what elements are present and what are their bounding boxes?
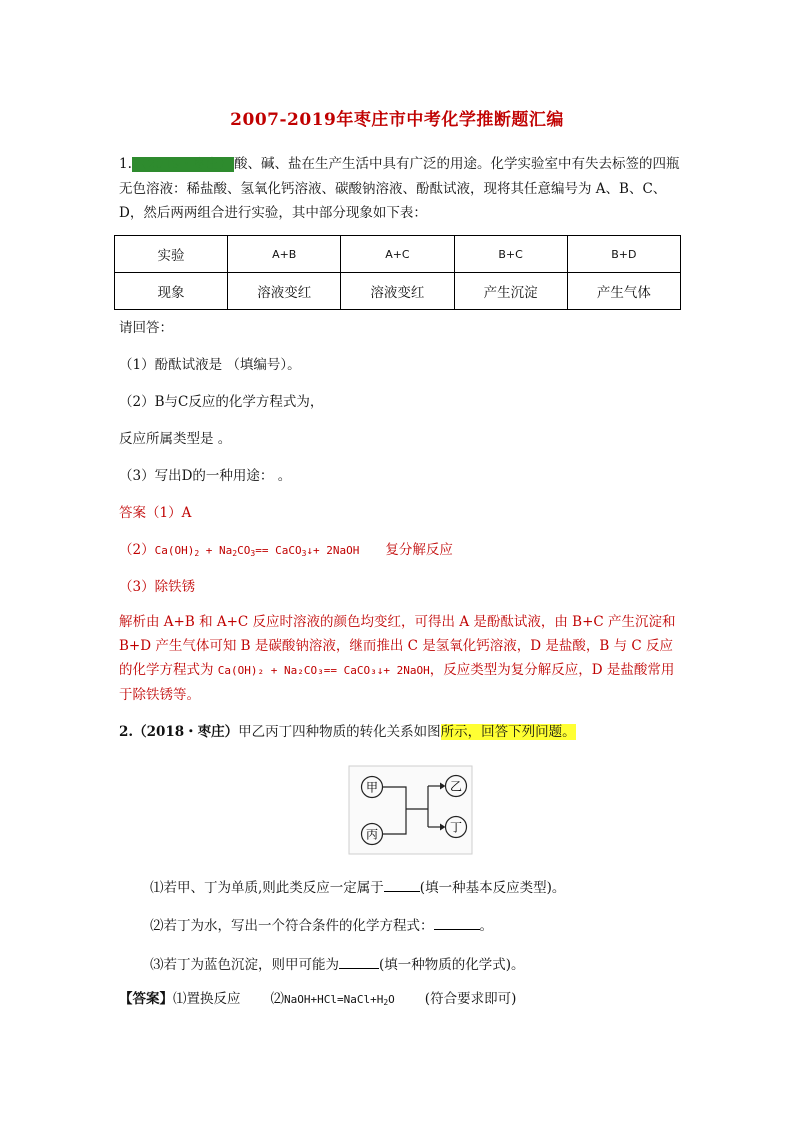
answer-prompt: 请回答：: [119, 320, 173, 336]
analysis-text-end: ，反应类型为复分解反应，D 是盐酸常用于除铁锈等。: [119, 662, 675, 703]
equation-part: O: [388, 993, 395, 1006]
answer-2-reaction-type: 复分解反应: [385, 542, 453, 558]
sub-question-2-type: 反应所属类型是 。: [119, 431, 232, 447]
answer-2-equation: [155, 544, 360, 557]
q2-sub-question-2: [150, 914, 493, 934]
equation-part: == CaCO: [255, 544, 302, 557]
equation-part: NaOH+HCl=NaCl+H: [284, 993, 384, 1006]
question-1-stem: [119, 152, 685, 225]
node-jia-label: 甲: [365, 780, 379, 795]
q2-sub2-text-end: 。: [479, 918, 493, 934]
node-yi-label: 乙: [449, 779, 463, 794]
equation-part: + Na: [199, 544, 233, 557]
table-cell: 产生气体: [567, 273, 680, 310]
table-cell: 现象: [115, 273, 228, 310]
sub-question-1: （1）酚酞试液是 （填编号）。: [119, 357, 301, 373]
q2-sub1-text-end: (填一种基本反应类型)。: [419, 880, 566, 896]
table-cell: 产生沉淀: [454, 273, 567, 310]
question-2-number: 2.: [119, 724, 134, 740]
table-cell: 溶液变红: [228, 273, 341, 310]
equation-part: Ca(OH): [154, 544, 195, 557]
question-1-source-tag: （2019・枣庄）: [133, 157, 232, 172]
analysis-paragraph: [119, 610, 679, 707]
answer-note: (符合要求即可): [424, 991, 517, 1007]
table-cell: 溶液变红: [341, 273, 454, 310]
node-ding-label: 丁: [449, 820, 463, 835]
answer-part-2-prefix: ⑵: [270, 991, 284, 1007]
equation-subscript: 3: [250, 549, 256, 558]
q2-sub3-text: ⑶若丁为蓝色沉淀，则甲可能为: [150, 957, 339, 973]
table-cell: 实验: [115, 236, 228, 273]
table-cell: A+C: [341, 236, 454, 273]
node-bing-label: 丙: [365, 827, 379, 842]
conversion-diagram: [348, 765, 473, 855]
answer-blank: [434, 917, 480, 930]
question-2-text: 甲乙丙丁四种物质的转化关系如图: [238, 724, 441, 740]
answer-1: 答案（1）A: [119, 505, 192, 521]
table-cell: A+B: [228, 236, 341, 273]
q2-sub1-text: ⑴若甲、丁为单质,则此类反应一定属于: [150, 880, 384, 896]
q2-sub2-text: ⑵若丁为水，写出一个符合条件的化学方程式：: [150, 918, 434, 934]
question-2-stem: [119, 720, 576, 740]
answer-blank: [339, 956, 379, 969]
sub-question-2: （2）B与C反应的化学方程式为，: [119, 394, 324, 410]
answer-2: [119, 538, 453, 558]
equation-subscript: 2: [232, 549, 238, 558]
question-1-text: 酸、碱、盐在生产生活中具有广泛的用途。化学实验室中有失去标签的四瓶无色溶液：稀盐酸、氢氧化钙溶液、碳酸钠溶液、酚酞试液，现将其任意编号为 A、B、C、D，然后两两组合进行实验，其中部分现象如下表：: [119, 156, 680, 221]
page-title: 2007-2019年枣庄市中考化学推断题汇编: [230, 110, 564, 130]
equation-subscript: 3: [301, 549, 307, 558]
q2-sub-question-1: [150, 876, 565, 896]
equation-subscript: 2: [383, 998, 389, 1007]
answer-part-1: ⑴置换反应: [173, 991, 241, 1007]
table-cell: B+D: [567, 236, 680, 273]
table-cell: B+C: [454, 236, 567, 273]
answer-part-2-equation: [284, 993, 395, 1006]
answer-blank: [384, 879, 420, 892]
answer-label: 【答案】: [119, 991, 173, 1007]
question-2-answer: [119, 987, 516, 1007]
table-row: [115, 236, 681, 273]
analysis-equation: Ca(OH)₂ + Na₂CO₃== CaCO₃↓+ 2NaOH: [217, 664, 430, 677]
q2-sub3-text-end: (填一种物质的化学式)。: [379, 957, 525, 973]
experiment-table: [114, 235, 681, 310]
equation-part: CO: [237, 544, 251, 557]
question-1-number: 1.: [119, 156, 132, 172]
question-2-source-tag: （2018・枣庄）: [133, 724, 239, 740]
answer-3: （3）除铁锈: [119, 579, 196, 595]
equation-part: ↓+ 2NaOH: [306, 544, 360, 557]
q2-sub-question-3: [150, 953, 525, 973]
table-row: [115, 273, 681, 310]
equation-subscript: 2: [194, 549, 200, 558]
question-2-highlighted-text: 所示，回答下列问题。: [440, 724, 576, 740]
sub-question-3: （3）写出D的一种用途： 。: [119, 468, 292, 484]
analysis-text: 解析由 A+B 和 A+C 反应时溶液的颜色均变红，可得出 A 是酚酞试液，由 B+C 产生沉淀和 B+D 产生气体可知 B 是碳酸钠溶液，继而推出 C 是氢氧化钙溶液，D 是盐酸，B 与 C 反应的化学方程式为: [119, 614, 676, 678]
answer-2-prefix: （2）: [119, 542, 155, 558]
